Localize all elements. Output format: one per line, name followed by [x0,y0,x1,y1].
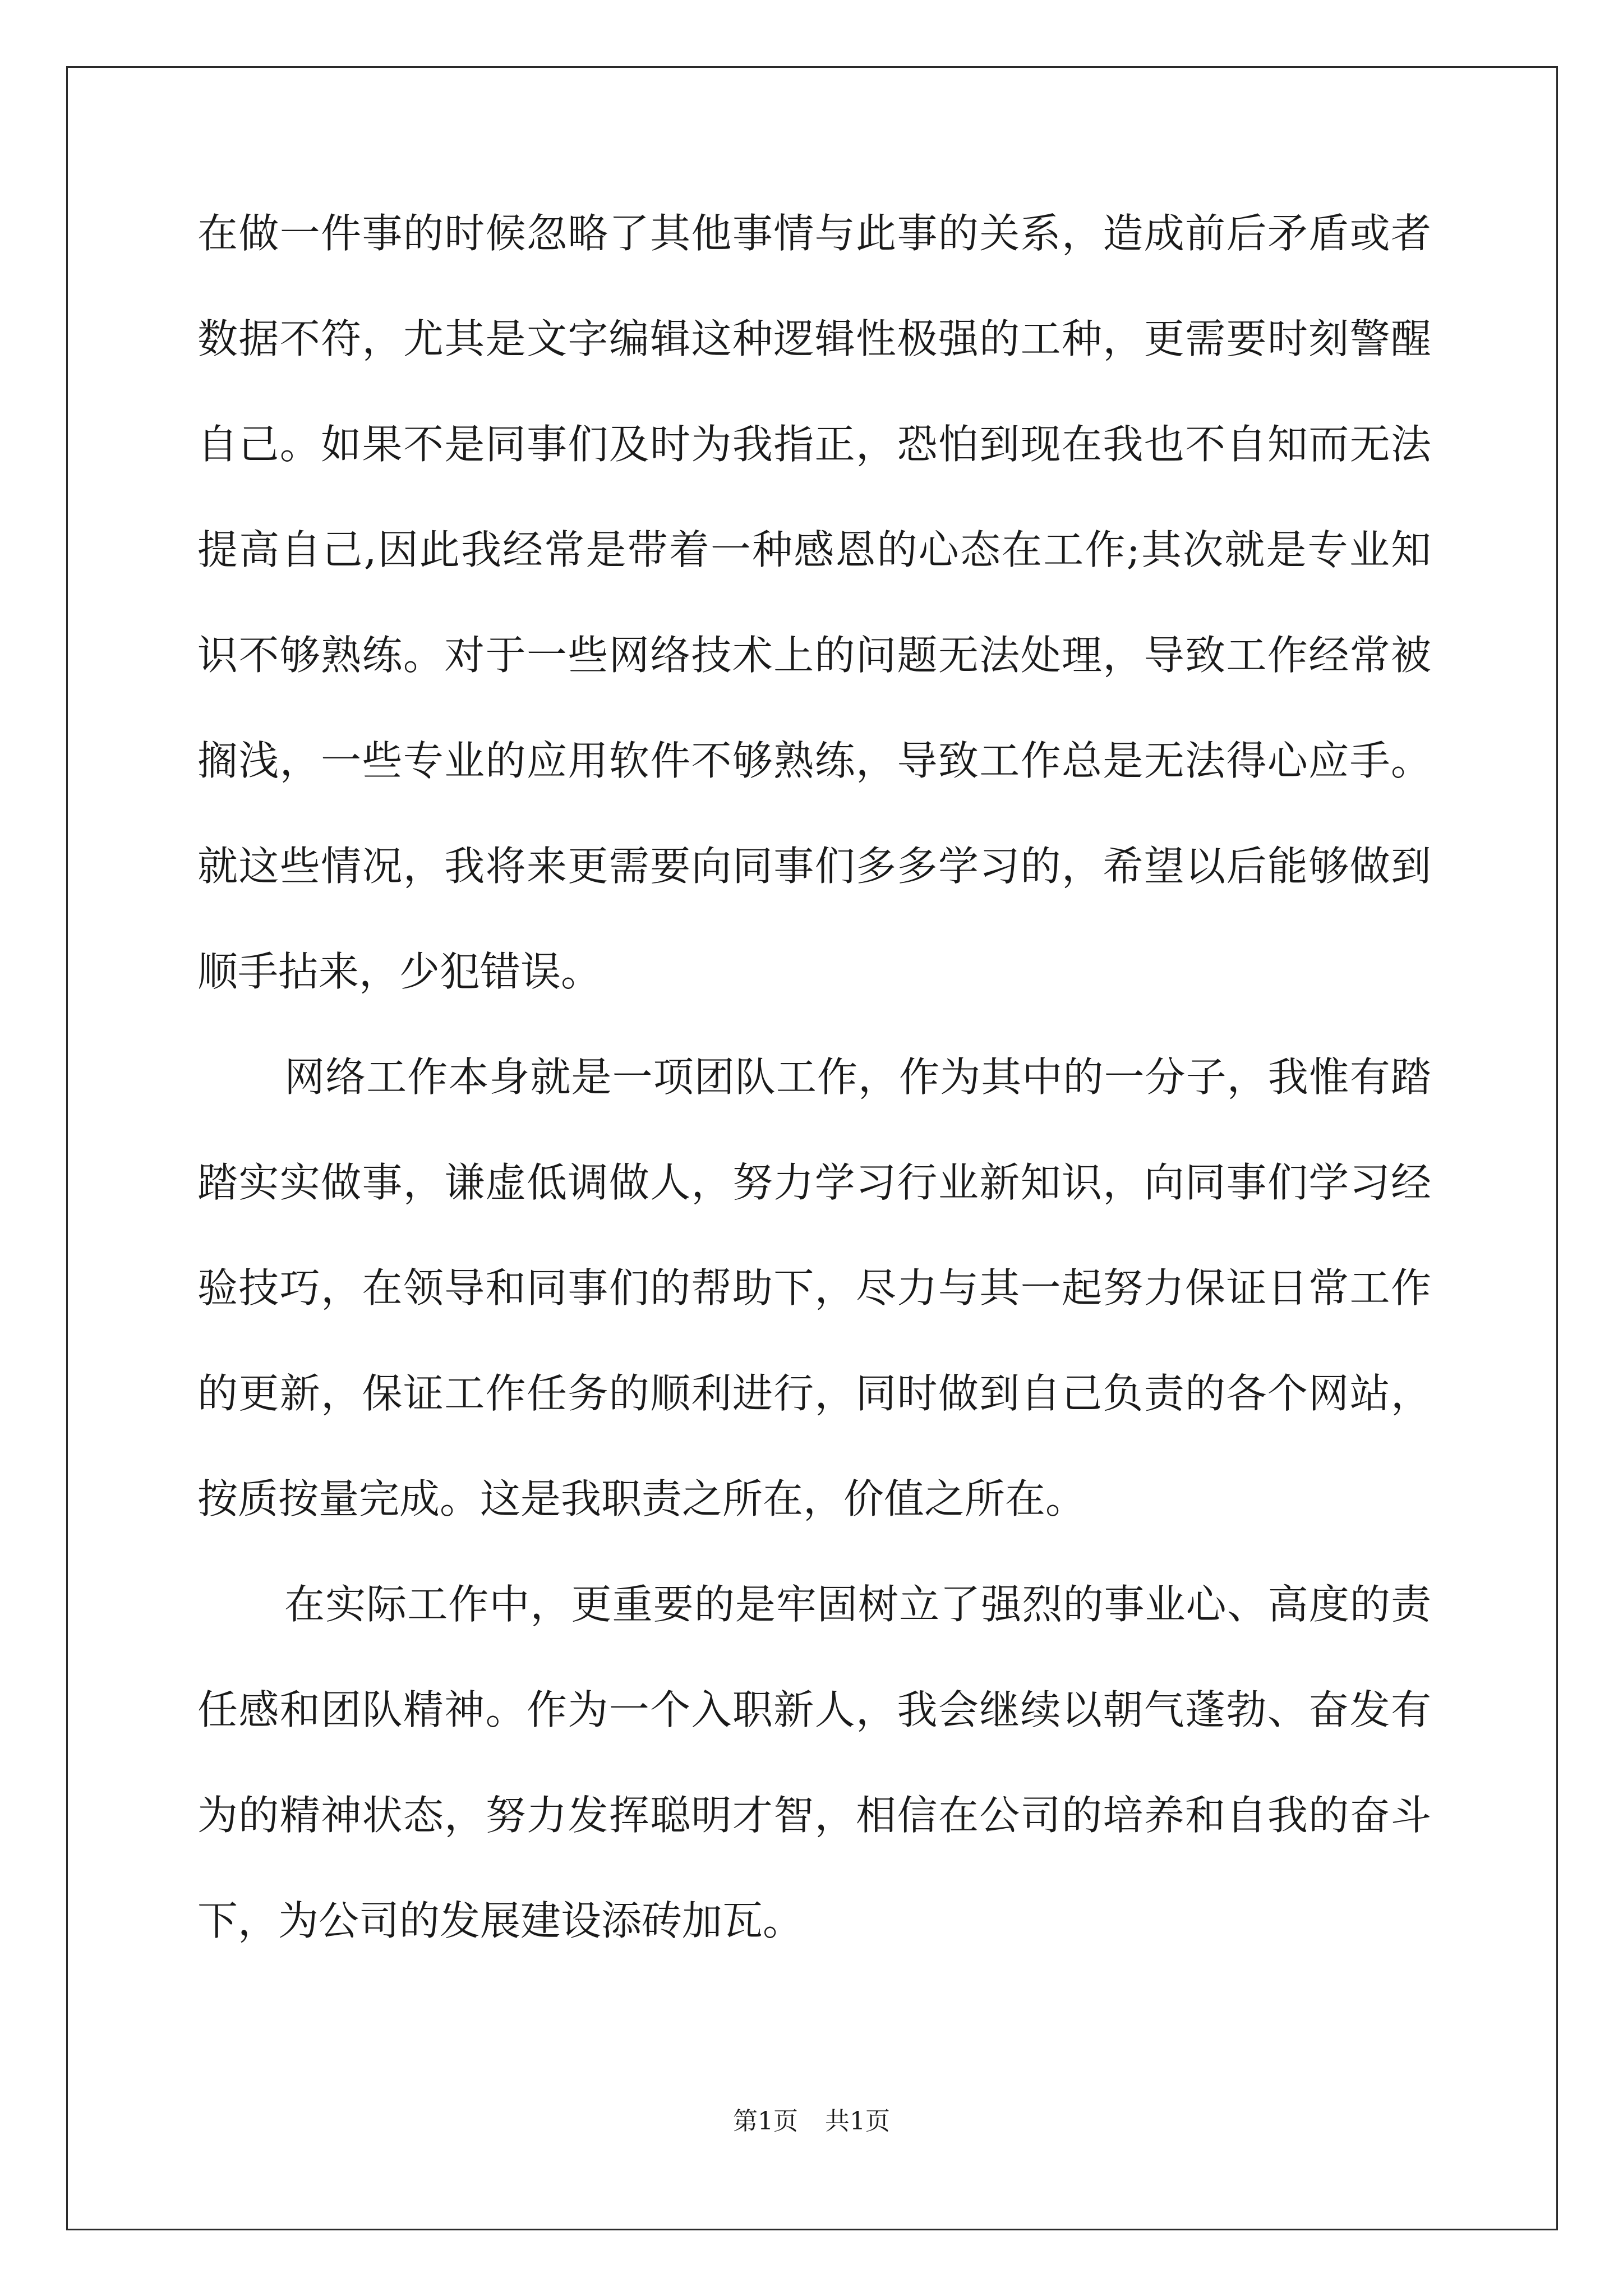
text-line: 就这些情况，我将来更需要向同事们多多学习的，希望以后能够做到 [197,843,1431,890]
text-line: 数据不符，尤其是文字编辑这种逻辑性极强的工种，更需要时刻警醒 [197,315,1431,362]
text-line: 按质按量完成。这是我职责之所在，价值之所在。 [197,1475,1086,1522]
paragraph-3 [197,1581,1431,2006]
text-line: 网络工作本身就是一项团队工作，作为其中的一分子，我惟有踏 [284,1053,1431,1101]
text-line: 识不够熟练。对于一些网络技术上的问题无法处理，导致工作经常被 [197,632,1431,679]
text-line: 验技巧，在领导和同事们的帮助下，尽力与其一起努力保证日常工作 [197,1264,1431,1312]
text-line: 搁浅，一些专业的应用软件不够熟练，导致工作总是无法得心应手。 [197,737,1431,784]
text-line: 在做一件事的时候忽略了其他事情与此事的关系，造成前后矛盾或者 [197,210,1431,257]
page-number: 第1页 [733,2107,798,2136]
text-line: 自己。如果不是同事们及时为我指正，恐怕到现在我也不自知而无法 [197,421,1431,468]
text-line: 的更新，保证工作任务的顺利进行，同时做到自己负责的各个网站， [197,1370,1431,1417]
text-line: 为的精神状态，努力发挥聪明才智，相信在公司的培养和自我的奋斗 [197,1792,1431,1839]
text-line: 下，为公司的发展建设添砖加瓦。 [197,1897,804,1944]
text-line: 顺手拈来，少犯错误。 [197,948,602,995]
page-footer [0,2108,1623,2135]
text-line: 提高自己,因此我经常是带着一种感恩的心态在工作;其次就是专业知 [197,526,1431,573]
page-total: 共1页 [825,2107,890,2136]
text-line: 任感和团队精神。作为一个入职新人，我会继续以朝气蓬勃、奋发有 [197,1686,1431,1733]
paragraph-1 [197,210,1431,1057]
text-line: 在实际工作中，更重要的是牢固树立了强烈的事业心、高度的责 [284,1581,1431,1628]
text-line: 踏实实做事，谦虚低调做人，努力学习行业新知识，向同事们学习经 [197,1159,1431,1206]
paragraph-2 [197,1053,1431,1584]
document-body [197,210,1431,2006]
